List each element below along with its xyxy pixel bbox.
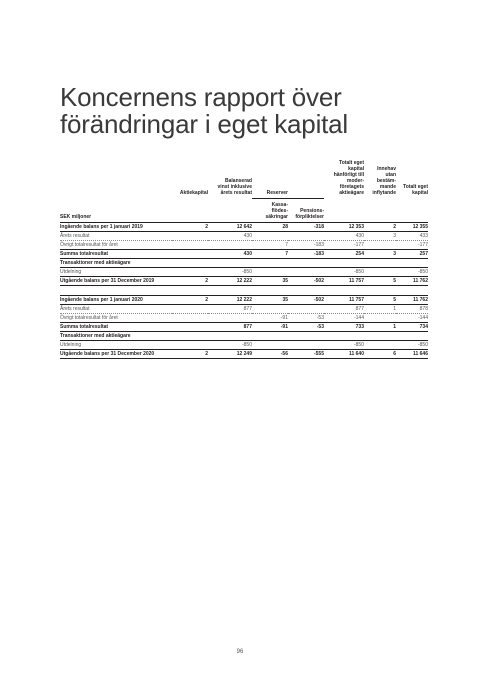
table-row: Utdelning -850 -850 -850 bbox=[60, 341, 428, 348]
col-header-aktiekapital: Aktiekapital bbox=[179, 190, 208, 196]
table-row: Transaktioner med aktieägare bbox=[60, 258, 428, 267]
table-row: Utdelning -850 -850 -850 bbox=[60, 268, 428, 275]
table-row: Övrigt totalresultat för året -91 -53 -144 -144 bbox=[60, 314, 428, 321]
table-row: Årets resultat 877 877 1 878 bbox=[60, 305, 428, 312]
table-row: Årets resultat 430 430 3 433 bbox=[60, 232, 428, 239]
col-header-reserver: Reserver bbox=[266, 189, 288, 196]
page-title bbox=[60, 84, 440, 138]
unit-label: SEK miljoner bbox=[60, 213, 92, 220]
subheader-row bbox=[60, 198, 428, 222]
table-row: Utgående balans per 31 December 2020 2 12 249 -56 -555 11 640 6 11 646 bbox=[60, 350, 428, 357]
table-row: Transaktioner med aktieägare bbox=[60, 331, 428, 340]
col-header-balanserad: Balanserad vinst inklusive årets resultat bbox=[217, 178, 252, 196]
page-number: 96 bbox=[236, 649, 244, 655]
col-header-totalt-moder: Totalt eget kapital hänförligt till moder-företagets aktieägare bbox=[333, 160, 364, 196]
title-line-2: förändringar i eget kapital bbox=[60, 109, 349, 139]
equity-changes-table bbox=[60, 160, 428, 359]
table-row: Ingående balans per 1 januari 2019 2 12 642 28 -318 12 353 2 12 355 bbox=[60, 223, 428, 230]
table-row: Summa totalresultat 430 7 -183 254 3 257 bbox=[60, 250, 428, 257]
col-header-pension: Pensions-förpliktelser bbox=[288, 198, 324, 222]
title-line-1: Koncernens rapport över bbox=[60, 82, 342, 112]
col-header-totalt: Totalt eget kapital bbox=[403, 184, 428, 196]
col-header-kassaflode: Kassa-flödes-säkringar bbox=[252, 198, 288, 222]
table-row: Ingående balans per 1 januari 2020 2 12 222 35 -502 11 757 5 11 762 bbox=[60, 296, 428, 303]
table-row: Summa totalresultat 877 -91 -53 733 1 734 bbox=[60, 323, 428, 330]
table-row: Övrigt totalresultat för året 7 -183 -177 -177 bbox=[60, 241, 428, 248]
header-row bbox=[60, 160, 428, 198]
col-header-innehav: Innehav utan bestäm-mande inflytande bbox=[372, 166, 396, 196]
table-row: Utgående balans per 31 December 2019 2 12 222 35 -502 11 757 5 11 762 bbox=[60, 277, 428, 284]
